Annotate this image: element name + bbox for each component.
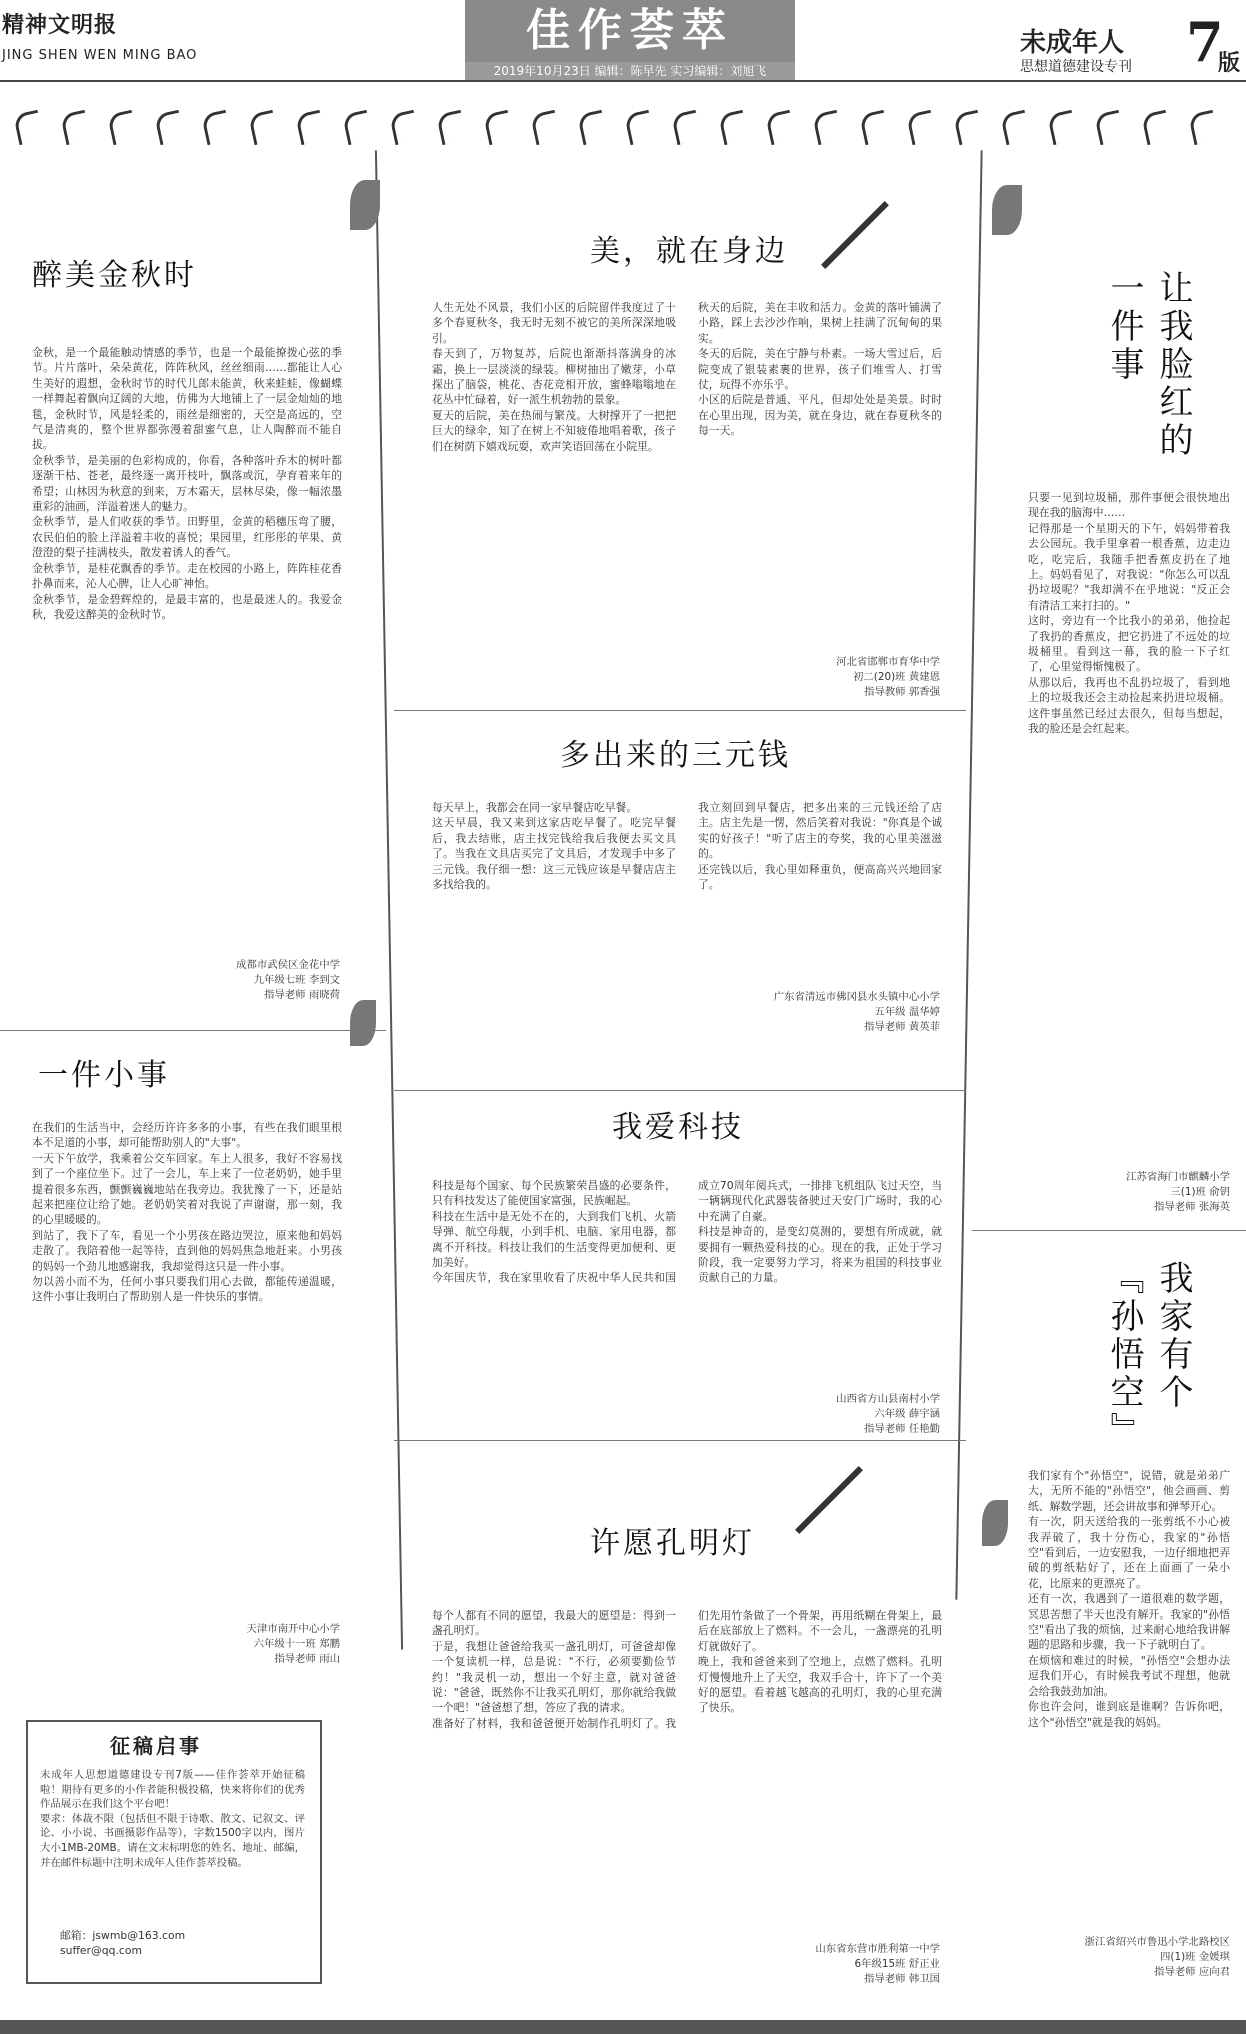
article-title: 许愿孔明灯 (590, 1526, 755, 1561)
article-byline: 河北省邯郸市育华中学 初二(20)班 黄建恩 指导教师 郭香强 (836, 656, 940, 698)
supplement-subtitle: 思想道德建设专刊 (1020, 59, 1132, 75)
newspaper-masthead: 精神文明报 (2, 12, 118, 38)
ring-binder-icon (812, 110, 843, 146)
ring-binder-icon (671, 110, 702, 146)
ring-binder-icon (624, 110, 655, 146)
notice-body: 未成年人思想道德建设专刊7版——佳作荟萃开始征稿啦！期待有更多的小作者能积极投稿，快来将你们的优秀作品展示在我们这个平台吧！ 要求：体裁不限（包括但不限于诗歌、散文、记叙文、评论、小小说、书画摄影作品等），字数1500字以内，图片大小1MB-20MB。请在文末标明您的姓名、地址、邮编，并在邮件标题中注明未成年人佳作荟萃投稿。 (40, 1769, 305, 1869)
pen-icon (795, 1466, 863, 1534)
notice-emails: 邮箱：jswmb@163.com suffer@qq.com (60, 1929, 186, 1958)
article-body: 金秋，是一个最能触动情感的季节，也是一个最能撩拨心弦的季节。片片落叶，朵朵黄花，阵阵秋风，丝丝细雨……都能让人心生美好的遐想，金秋时节的时代儿郎未能黄，秋来蛙蛙，像蝴蝶一样舞起着飘向辽阔的大地，仿佛为大地铺上了一层金灿灿的地毯，金秋时节，风是轻柔的，雨丝是细密的，天空是高远的，空气是清爽的，整个世界都弥漫着甜蜜气息，让人陶醉而不能自拔。 金秋季节，是美丽的色彩构成的，你看，各种落叶乔木的树叶都逐渐干枯、苍老，最终逐一离开枝叶，飘落或沉，孕育着来年的希望；山林因为秋意的到来，万木霜天，层林尽染，像一幅浓墨重彩的油画，洋溢着迷人的魅力。 金秋季节，是人们收获的季节。田野里，金黄的稻穗压弯了腰，农民伯伯的脸上洋溢着丰收的喜悦；果园里，红彤彤的苹果、黄澄澄的梨子挂满枝头，散发着诱人的香气。 金秋季节，是桂花飘香的季节。走在校园的小路上，阵阵桂花香扑鼻而来，沁人心脾，让人心旷神怡。 金秋季节，是金碧辉煌的，是最丰富的，也是最迷人的。我爱金秋，我爱这醉美的金秋时节。 (32, 346, 342, 621)
article-byline: 浙江省绍兴市鲁迅小学北路校区 四(1)班 金媛琪 指导老师 应向君 (1084, 1936, 1230, 1978)
section-banner: 佳作荟萃 (465, 0, 795, 62)
article-title: 一件小事 (38, 1058, 170, 1093)
ring-binder-icon (859, 110, 890, 146)
article-body: 人生无处不风景，我们小区的后院留伴我度过了十多个春夏秋冬，我无时无刻不被它的美所深深地吸引。 春天到了，万物复苏，后院也渐渐抖落满身的冰霜，换上一层淡淡的绿装。柳树抽出了嫩芽，小草探出了脑袋，桃花、杏花竞相开放，蜜蜂嗡嗡地在花丛中忙碌着，好一派生机勃勃的景象。 夏天的后院，美在热闹与繁茂。大树撑开了一把把巨大的绿伞，知了在树上不知疲倦地唱着歌，孩子们在树荫下嬉戏玩耍，欢声笑语回荡在小院里。 秋天的后院，美在丰收和活力。金黄的落叶铺满了小路，踩上去沙沙作响，果树上挂满了沉甸甸的果实。 冬天的后院，美在宁静与朴素。一场大雪过后，后院变成了银装素裹的世界，孩子们堆雪人、打雪仗，玩得不亦乐乎。 小区的后院是普通、平凡，但却处处是美景。时时在心里出现，因为美，就在身边，就在春夏秋冬的每一天。 (432, 301, 942, 453)
article-body: 在我们的生活当中，会经历许许多多的小事，有些在我们眼里根本不足道的小事，却可能帮助别人的"大事"。 一天下午放学，我乘着公交车回家。车上人很多，我好不容易找到了一个座位坐下。过了一会儿，车上来了一位老奶奶，她手里提着很多东西，颤颤巍巍地站在我旁边。我犹豫了一下，还是站起来把座位让给了她。老奶奶笑着对我说了声谢谢，那一刻，我的心里暖暖的。 到站了，我下了车，看见一个小男孩在路边哭泣，原来他和妈妈走散了。我陪着他一起等待，直到他的妈妈焦急地赶来。小男孩的妈妈一个劲儿地感谢我，我却觉得这只是一件小事。 勿以善小而不为，任何小事只要我们用心去做，都能传递温暖，这件小事让我明白了帮助别人是一件快乐的事情。 (32, 1121, 342, 1304)
ring-binder-icon (389, 110, 420, 146)
ring-binder-icon (60, 110, 91, 146)
ring-binder-icon (1000, 110, 1031, 146)
ring-binder-icon (483, 110, 514, 146)
article-title: 多出来的三元钱 (560, 738, 791, 773)
article-body: 每天早上，我都会在同一家早餐店吃早餐。 这天早晨，我又来到这家店吃早餐了。吃完早餐后，我去结账，店主找完钱给我后我便去买文具了。当我在文具店买完了文具后，才发现手中多了三元钱。我仔细一想：这三元钱应该是早餐店店主多找给我的。 我立刻回到早餐店，把多出来的三元钱还给了店主。店主先是一愣，然后笑着对我说："你真是个诚实的好孩子！"听了店主的夸奖，我的心里美滋滋的。 还完钱以后，我心里如释重负，便高高兴兴地回家了。 (432, 801, 942, 892)
notice-title: 征稿启事 (110, 1734, 202, 1758)
article-body: 科技是每个国家、每个民族繁荣昌盛的必要条件，只有科技发达了能使国家富强，民族崛起。 科技在生活中是无处不在的，大到我们飞机、火箭导弹、航空母舰，小到手机、电脑、家用电器，都离不开科技。科技让我们的生活变得更加便利、更加美好。 今年国庆节，我在家里收看了庆祝中华人民共和国成立70周年阅兵式，一排排飞机组队飞过天空，当一辆辆现代化武器装备驶过天安门广场时，我的心中充满了自豪。 科技是神奇的，是变幻莫测的，要想有所成就，就要拥有一颗热爱科技的心。现在的我，正处于学习阶段，我一定要努力学习，将来为祖国的科技事业贡献自己的力量。 (432, 1179, 942, 1285)
ring-binder-icon (765, 110, 796, 146)
ring-binder-icon (1047, 110, 1078, 146)
article-title: 美，就在身边 (590, 234, 788, 269)
leaf-icon (350, 1000, 376, 1046)
footer-bar (0, 2020, 1246, 2034)
ring-binder-icon (1188, 110, 1219, 146)
article-body: 每个人都有不同的愿望，我最大的愿望是：得到一盏孔明灯。 于是，我想让爸爸给我买一盏孔明灯，可爸爸却像一个复读机一样，总是说："不行，必须要勤俭节约！"我灵机一动，想出一个好主意，就对爸爸说："爸爸，既然你不让我买孔明灯，那你就给我做一个吧！"爸爸想了想，答应了我的请求。 准备好了材料，我和爸爸便开始制作孔明灯了。我们先用竹条做了一个骨架，再用纸糊在骨架上，最后在底部放上了燃料。不一会儿，一盏漂亮的孔明灯就做好了。 晚上，我和爸爸来到了空地上，点燃了燃料。孔明灯慢慢地升上了天空，我双手合十，许下了一个美好的愿望。看着越飞越高的孔明灯，我的心里充满了快乐。 (432, 1609, 942, 1730)
section-divider (394, 710, 966, 711)
vine-decoration-right (955, 150, 982, 1600)
header-rule (0, 80, 1246, 82)
article-title: 醉美金秋时 (32, 258, 197, 293)
leaf-icon (350, 180, 380, 230)
ring-binder-icon (436, 110, 467, 146)
article-byline: 成都市武侯区金花中学 九年级七班 李到文 指导老师 雨晓荷 (236, 959, 340, 1001)
ring-binder-icon (295, 110, 326, 146)
section-divider (394, 1090, 966, 1091)
article-title: 我家有个『孙悟空』 (1104, 1260, 1193, 1450)
ring-binder-icon (906, 110, 937, 146)
article-title: 我爱科技 (612, 1110, 744, 1145)
ring-binder-icon (530, 110, 561, 146)
page-number: 7 (1186, 10, 1224, 74)
ring-binder-icon (953, 110, 984, 146)
article-body: 我们家有个"孙悟空"，说错，就是弟弟广大，无所不能的"孙悟空"，他会画画、剪纸、解数学题，还会讲故事和弹琴开心。 有一次，阴天送给我的一张剪纸不小心被我弄破了，我十分伤心，我家的"孙悟空"看到后，一边安慰我，一边仔细地把弄破的剪纸粘好了，还在上面画了一朵小花，比原来的更漂亮了。 还有一次，我遇到了一道很难的数学题，冥思苦想了半天也没有解开。我家的"孙悟空"看出了我的烦恼，过来耐心地给我讲解题的思路和步骤，我一下子就明白了。 在烦恼和难过的时候，"孙悟空"会想办法逗我们开心，有时候我考试不理想，他就会给我鼓劲加油。 你也许会问，谁到底是谁啊？告诉你吧，这个"孙悟空"就是我的妈妈。 (1028, 1469, 1230, 1729)
article-byline: 天津市南开中心小学 六年级十一班 郑鹏 指导老师 雨山 (246, 1623, 340, 1665)
dateline: 2019年10月23日 编辑：陈早先 实习编辑：刘旭飞 (465, 62, 795, 80)
vine-decoration-left (375, 150, 403, 1650)
ring-binder-icon (577, 110, 608, 146)
article-byline: 江苏省海门市麒麟小学 三(1)班 俞钥 指导老师 张海英 (1126, 1171, 1230, 1213)
section-divider (0, 1030, 386, 1031)
ring-binder-icon (1141, 110, 1172, 146)
page-unit: 版 (1218, 51, 1241, 76)
section-divider (394, 1440, 966, 1441)
ring-binder-icon (154, 110, 185, 146)
ring-binder-icon (342, 110, 373, 146)
article-body: 只要一见到垃圾桶，那件事便会很快地出现在我的脑海中…… 记得那是一个星期天的下午，妈妈带着我去公园玩。我手里拿着一根香蕉，边走边吃，吃完后，我随手把香蕉皮扔在了地上。妈妈看见了，对我说："你怎么可以乱扔垃圾呢？"我却满不在乎地说："反正会有清洁工来打扫的。" 这时，旁边有一个比我小的弟弟，他捡起了我扔的香蕉皮，把它扔进了不远处的垃圾桶里。看到这一幕，我的脸一下子红了，心里觉得惭愧极了。 从那以后，我再也不乱扔垃圾了，看到地上的垃圾我还会主动捡起来扔进垃圾桶。这件事虽然已经过去很久，但每当想起，我的脸还是会红起来。 (1028, 491, 1230, 736)
ring-binder-icon (201, 110, 232, 146)
article-title: 让我脸红的一件事 (1104, 270, 1193, 460)
leaf-icon (992, 185, 1022, 235)
leaf-icon (982, 1500, 1008, 1546)
ring-binder-icon (718, 110, 749, 146)
ring-binder-icon (13, 110, 44, 146)
section-divider (972, 1230, 1246, 1231)
supplement-title: 未成年人 (1020, 28, 1125, 58)
ring-binder-icon (107, 110, 138, 146)
ring-binder-icon (1094, 110, 1125, 146)
article-byline: 山东省东营市胜利第一中学 6年级15班 舒正业 指导老师 韩卫国 (815, 1943, 940, 1985)
ring-binder-icon (248, 110, 279, 146)
article-byline: 山西省方山县南村小学 六年级 薛宇涵 指导老师 任艳勤 (836, 1393, 940, 1435)
pen-icon (821, 201, 889, 269)
article-byline: 广东省清远市佛冈县水头镇中心小学 五年级 温华婷 指导老师 黄英菲 (773, 991, 940, 1033)
newspaper-masthead-pinyin: JING SHEN WEN MING BAO (2, 48, 198, 63)
